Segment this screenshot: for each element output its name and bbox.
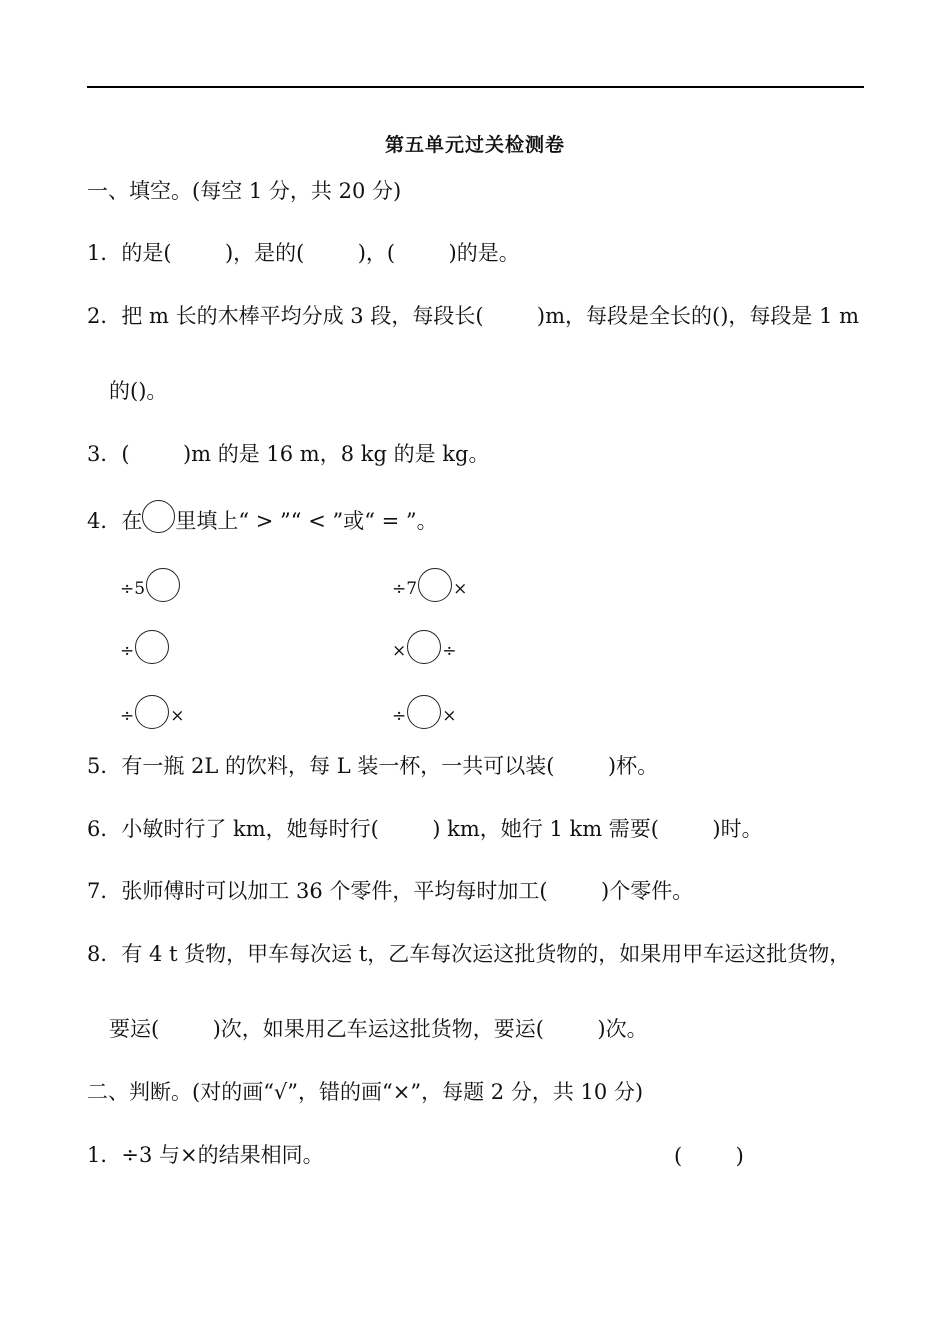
comparison-right: ÷ <box>442 641 457 661</box>
comparison-left: ÷7 <box>392 579 418 599</box>
answer-circle[interactable] <box>407 695 441 729</box>
comparison-right: × <box>442 706 457 726</box>
question-1-4-suffix: 里填上“ > ”“ < ”或“ = ”。 <box>175 509 438 533</box>
question-1-3: 3．( )m 的是 16 m，8 kg 的是 kg。 <box>87 442 490 466</box>
question-1-1: 1．的是( )，是的( )，( )的是。 <box>87 241 520 265</box>
answer-paren[interactable]: ( ) <box>674 1144 744 1168</box>
comparison-item <box>120 627 170 661</box>
comparison-left: ÷ <box>392 706 407 726</box>
comparison-left: ÷ <box>120 706 135 726</box>
question-1-2-line2: 的()。 <box>109 379 168 403</box>
section1-header: 一、填空。(每空 1 分，共 20 分) <box>87 179 402 203</box>
answer-circle[interactable] <box>135 630 169 664</box>
comparison-item <box>120 565 181 599</box>
question-1-5: 5．有一瓶 2L 的饮料，每 L 装一杯，一共可以装( )杯。 <box>87 754 659 778</box>
answer-circle[interactable] <box>146 568 180 602</box>
question-1-6: 6．小敏时行了 km，她每时行( ) km，她行 1 km 需要( )时。 <box>87 817 763 841</box>
section2-header: 二、判断。(对的画“√”，错的画“×”，每题 2 分，共 10 分) <box>87 1080 644 1104</box>
question-1-7: 7．张师傅时可以加工 36 个零件，平均每时加工( )个零件。 <box>87 879 694 903</box>
question-1-2-line1: 2．把 m 长的木棒平均分成 3 段，每段长( )m，每段是全长的()，每段是 1 m <box>87 304 860 328</box>
compare-circle-icon <box>142 500 175 533</box>
comparison-left: × <box>392 641 407 661</box>
question-1-8-line2: 要运( )次，如果用乙车运这批货物，要运( )次。 <box>109 1017 648 1041</box>
top-rule <box>87 86 864 88</box>
question-1-8-line1: 8．有 4 t 货物，甲车每次运 t，乙车每次运这批货物的，如果用甲车运这批货物， <box>87 942 851 966</box>
comparison-right: × <box>453 579 468 599</box>
page-title: 第五单元过关检测卷 <box>384 134 565 156</box>
comparison-item <box>392 565 467 599</box>
answer-circle[interactable] <box>135 695 169 729</box>
answer-circle[interactable] <box>418 568 452 602</box>
question-1-4-prefix: 4．在 <box>87 509 143 533</box>
question-1-4 <box>87 502 438 535</box>
answer-circle[interactable] <box>407 630 441 664</box>
comparison-item <box>392 692 457 726</box>
comparison-item <box>392 627 457 661</box>
comparison-left: ÷5 <box>120 579 146 599</box>
comparison-right: × <box>170 706 185 726</box>
comparison-item <box>120 692 185 726</box>
question-2-1: 1．÷3 与×的结果相同。 <box>87 1143 324 1167</box>
comparison-left: ÷ <box>120 641 135 661</box>
